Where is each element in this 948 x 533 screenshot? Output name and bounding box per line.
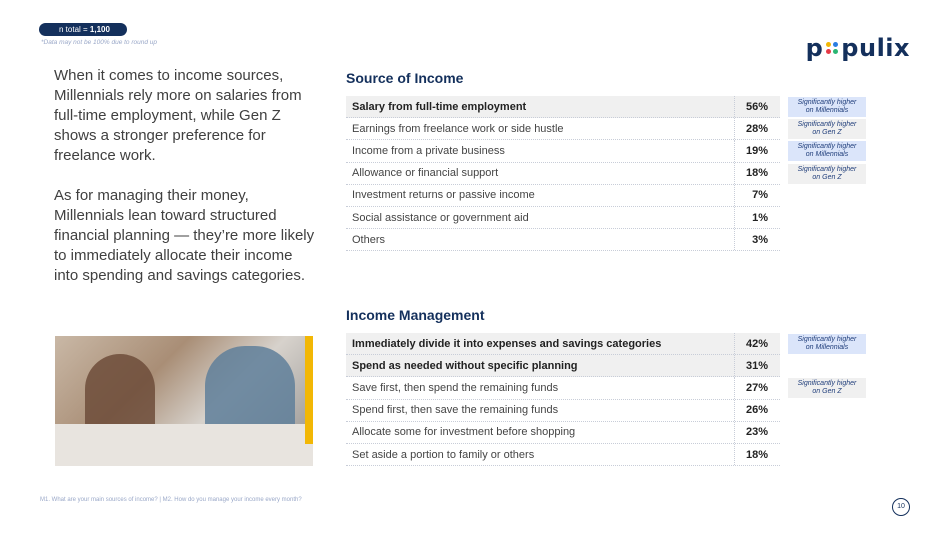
row-value: 23% [734, 422, 780, 443]
logo-dot [826, 49, 831, 54]
table-row [346, 163, 780, 185]
significance-badge [788, 164, 866, 184]
table-row [346, 400, 780, 422]
table-row [346, 140, 780, 162]
narrative-paragraph-management: As for managing their money, Millennials lean toward structured financial planning — they’re more likely to immediately allocate their income into spending and savings categories. [54, 187, 315, 284]
survey-questions-footnote: M1. What are your main sources of income? | M2. How do you manage your income every month? [40, 497, 302, 503]
row-value: 27% [734, 377, 780, 398]
logo-right-text: pulix [841, 34, 910, 62]
row-label: Spend as needed without specific planning [352, 359, 578, 372]
significance-badge [788, 119, 866, 139]
table-row [346, 229, 780, 251]
narrative-text [54, 66, 316, 306]
row-value: 3% [734, 229, 780, 250]
row-label: Others [352, 233, 386, 246]
row-value: 56% [734, 96, 780, 117]
row-value: 18% [734, 163, 780, 184]
row-label: Immediately divide it into expenses and savings categories [352, 337, 662, 350]
row-label: Earnings from freelance work or side hustle [352, 122, 564, 135]
badge-line: Significantly higher [797, 99, 857, 106]
row-value: 31% [734, 355, 780, 376]
row-label: Investment returns or passive income [352, 189, 535, 202]
badge-line: Significantly higher [797, 121, 857, 128]
desk-shape [55, 424, 313, 466]
badge-line: on Millennials [805, 151, 849, 158]
populix-logo [806, 34, 910, 62]
page-number: 10 [892, 498, 910, 516]
source-of-income-title: Source of Income [346, 70, 464, 86]
table-row [346, 444, 780, 466]
badge-line: on Millennials [805, 107, 849, 114]
logo-dots-icon [826, 42, 838, 54]
row-label: Salary from full-time employment [352, 100, 527, 113]
rounding-note: *Data may not be 100% due to round up [41, 39, 157, 46]
row-value: 18% [734, 444, 780, 465]
logo-dot [833, 42, 838, 47]
logo-dot [826, 42, 831, 47]
table-row [346, 377, 780, 399]
narrative-paragraph-income: When it comes to income sources, Millennials rely more on salaries from full-time employment, while Gen Z shows a stronger preference for freelance work. [54, 67, 302, 164]
badge-line: on Gen Z [812, 388, 842, 395]
table-row [346, 422, 780, 444]
row-label: Allowance or financial support [352, 167, 499, 180]
badge-line: Significantly higher [797, 166, 857, 173]
table-row [346, 355, 780, 377]
people-photo [55, 336, 313, 466]
significance-badge [788, 378, 866, 398]
row-label: Spend first, then save the remaining funds [352, 404, 559, 417]
row-label: Social assistance or government aid [352, 211, 529, 224]
yellow-accent-bar [305, 336, 313, 444]
badge-line: on Millennials [805, 344, 849, 351]
row-label: Income from a private business [352, 144, 505, 157]
row-value: 7% [734, 185, 780, 206]
badge-line: Significantly higher [797, 143, 857, 150]
badge-line: Significantly higher [797, 380, 857, 387]
income-management-table [346, 333, 780, 466]
significance-badge [788, 141, 866, 161]
table-row [346, 185, 780, 207]
source-of-income-table [346, 96, 780, 251]
row-label: Set aside a portion to family or others [352, 448, 535, 461]
logo-left-text: p [805, 34, 824, 62]
sample-size-prefix: n total = [59, 25, 90, 34]
logo-dot [833, 49, 838, 54]
row-value: 19% [734, 140, 780, 161]
row-value: 26% [734, 400, 780, 421]
row-label: Save first, then spend the remaining funds [352, 381, 559, 394]
sample-size-value: 1,100 [89, 25, 110, 34]
significance-badge [788, 334, 866, 354]
table-row [346, 333, 780, 355]
significance-badge [788, 97, 866, 117]
table-row [346, 118, 780, 140]
badge-line: on Gen Z [812, 174, 842, 181]
row-value: 42% [734, 333, 780, 354]
income-management-title: Income Management [346, 307, 485, 323]
row-label: Allocate some for investment before shopping [352, 426, 576, 439]
person-left-shape [85, 354, 155, 434]
table-row [346, 96, 780, 118]
row-value: 1% [734, 207, 780, 228]
sample-size-badge [39, 23, 127, 36]
table-row [346, 207, 780, 229]
badge-line: Significantly higher [797, 336, 857, 343]
badge-line: on Gen Z [812, 129, 842, 136]
row-value: 28% [734, 118, 780, 139]
